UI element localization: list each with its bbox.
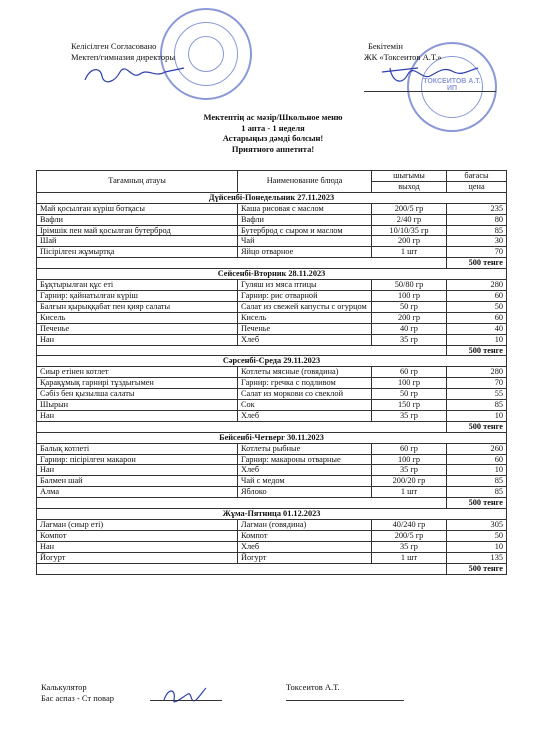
day-row: [37, 192, 507, 203]
dish-price: 235: [447, 203, 507, 214]
menu-table: [36, 170, 507, 575]
footer-left: [41, 682, 114, 704]
dish-price: 40: [447, 323, 507, 334]
dish-output: 100 гр: [372, 454, 447, 465]
dish-output: 50/80 гр: [372, 280, 447, 291]
dish-price: 55: [447, 389, 507, 400]
title-line-1: Мектептің ас мәзір/Школьное меню: [203, 112, 343, 122]
dish-name-kz: Қарақұмық гарнирі тұздығымен: [37, 378, 238, 389]
total-spacer: [37, 498, 447, 509]
dish-output: 35 гр: [372, 334, 447, 345]
dish-name-kz: Балмен шай: [37, 476, 238, 487]
dish-price: 305: [447, 520, 507, 531]
footer-right-name: Токсеитов А.Т.: [286, 682, 340, 692]
dish-name-kz: Нан: [37, 465, 238, 476]
dish-price: 85: [447, 487, 507, 498]
dish-name-ru: Хлеб: [238, 465, 372, 476]
day-heading: Сәрсенбі-Среда 29.11.2023: [37, 356, 507, 367]
day-row: [37, 269, 507, 280]
table-row: [37, 203, 507, 214]
table-row: [37, 312, 507, 323]
dish-output: 200 гр: [372, 236, 447, 247]
dish-name-kz: Сәбіз бен қызылша салаты: [37, 389, 238, 400]
dish-price: 60: [447, 312, 507, 323]
table-row: [37, 465, 507, 476]
dish-name-kz: Балық котлеті: [37, 443, 238, 454]
dish-output: 35 гр: [372, 410, 447, 421]
day-total: 500 тенге: [447, 258, 507, 269]
dish-name-ru: Гарнир: макароны отварные: [238, 454, 372, 465]
dish-name-ru: Кисель: [238, 312, 372, 323]
dish-name-ru: Йогурт: [238, 552, 372, 563]
dish-output: 150 гр: [372, 400, 447, 411]
col-header-ru: Наименование блюда: [238, 171, 372, 193]
table-row: [37, 334, 507, 345]
table-row: [37, 367, 507, 378]
dish-output: 200/20 гр: [372, 476, 447, 487]
dish-name-kz: Нан: [37, 334, 238, 345]
approver-line: [364, 91, 496, 92]
dish-name-kz: Печенье: [37, 323, 238, 334]
header-right: [364, 41, 442, 63]
dish-output: 40/240 гр: [372, 520, 447, 531]
dish-price: 85: [447, 225, 507, 236]
table-row: [37, 280, 507, 291]
dish-price: 10: [447, 334, 507, 345]
dish-output: 100 гр: [372, 378, 447, 389]
table-row: [37, 214, 507, 225]
dish-name-kz: Шырын: [37, 400, 238, 411]
dish-name-ru: Салат из свежей капусты с огурцом: [238, 301, 372, 312]
dish-price: 70: [447, 247, 507, 258]
table-row: [37, 236, 507, 247]
table-row: [37, 301, 507, 312]
day-heading: Бейсенбі-Четверг 30.11.2023: [37, 432, 507, 443]
total-row: [37, 258, 507, 269]
table-row: [37, 290, 507, 301]
total-spacer: [37, 345, 447, 356]
dish-name-kz: Пісірілген жұмыртқа: [37, 247, 238, 258]
table-row: [37, 378, 507, 389]
dish-name-ru: Вафли: [238, 214, 372, 225]
dish-name-kz: Гарнир: қайнатылған күріш: [37, 290, 238, 301]
dish-output: 10/10/35 гр: [372, 225, 447, 236]
col-header-price-kz: бағасы: [447, 171, 507, 182]
dish-price: 30: [447, 236, 507, 247]
dish-price: 280: [447, 367, 507, 378]
table-row: [37, 225, 507, 236]
dish-price: 85: [447, 476, 507, 487]
dish-name-kz: Балғын қырыққабат пен қияр салаты: [37, 301, 238, 312]
dish-name-ru: Хлеб: [238, 334, 372, 345]
table-row: [37, 541, 507, 552]
dish-name-kz: Гарнир: пісірілген макарон: [37, 454, 238, 465]
day-total: 500 тенге: [447, 563, 507, 574]
col-header-price-ru: цена: [447, 181, 507, 192]
day-total: 500 тенге: [447, 345, 507, 356]
dish-price: 80: [447, 214, 507, 225]
dish-name-ru: Яблоко: [238, 487, 372, 498]
stamp-sub: ИП: [446, 85, 458, 92]
dish-name-ru: Котлеты мясные (говядина): [238, 367, 372, 378]
day-row: [37, 432, 507, 443]
dish-price: 70: [447, 378, 507, 389]
dish-name-ru: Бутерброд с сыром и маслом: [238, 225, 372, 236]
stamp-name: ТОКСЕИТОВ А.Т.: [423, 78, 481, 85]
company-label: ЖК «Токсеитов А.Т.»: [364, 52, 442, 62]
table-row: [37, 410, 507, 421]
agreed-label: Келісілген Согласовано: [71, 41, 157, 51]
dish-price: 135: [447, 552, 507, 563]
director-label: Мектеп/гимназия директоры: [71, 52, 176, 62]
dish-name-kz: Лағман (сиыр еті): [37, 520, 238, 531]
dish-name-kz: Нан: [37, 541, 238, 552]
title-line-2: 1 апта - 1 неделя: [241, 122, 305, 133]
menu-title: [0, 112, 546, 154]
dish-price: 50: [447, 301, 507, 312]
table-row: [37, 443, 507, 454]
dish-price: 280: [447, 280, 507, 291]
dish-name-ru: Яйцо отварное: [238, 247, 372, 258]
dish-name-ru: Сок: [238, 400, 372, 411]
dish-price: 10: [447, 410, 507, 421]
table-row: [37, 454, 507, 465]
dish-name-kz: Алма: [37, 487, 238, 498]
dish-name-kz: Май қосылған күріш ботқасы: [37, 203, 238, 214]
dish-price: 85: [447, 400, 507, 411]
chef-signature: [160, 682, 210, 708]
dish-price: 50: [447, 530, 507, 541]
table-row: [37, 323, 507, 334]
dish-price: 260: [447, 443, 507, 454]
dish-output: 200/5 гр: [372, 530, 447, 541]
dish-output: 50 гр: [372, 301, 447, 312]
total-row: [37, 345, 507, 356]
dish-output: 200/5 гр: [372, 203, 447, 214]
dish-name-ru: Лагман (говядина): [238, 520, 372, 531]
dish-output: 60 гр: [372, 367, 447, 378]
title-line-4: Приятного аппетита!: [231, 143, 315, 154]
day-heading: Сейсенбі-Вторник 28.11.2023: [37, 269, 507, 280]
table-row: [37, 530, 507, 541]
dish-name-kz: Бұқтырылған құс еті: [37, 280, 238, 291]
table-row: [37, 520, 507, 531]
total-spacer: [37, 563, 447, 574]
table-row: [37, 400, 507, 411]
col-header-out-kz: шығымы: [372, 171, 447, 182]
dish-output: 40 гр: [372, 323, 447, 334]
day-total: 500 тенге: [447, 498, 507, 509]
approve-label: Бекітемін: [368, 41, 403, 51]
col-header-out-ru: выход: [372, 181, 447, 192]
dish-name-ru: Гарнир: рис отварной: [238, 290, 372, 301]
chef-label: Бас аспаз - Ст повар: [41, 693, 114, 703]
dish-price: 60: [447, 454, 507, 465]
table-row: [37, 487, 507, 498]
dish-output: 2/40 гр: [372, 214, 447, 225]
table-row: [37, 476, 507, 487]
dish-name-ru: Хлеб: [238, 541, 372, 552]
dish-output: 35 гр: [372, 541, 447, 552]
dish-output: 1 шт: [372, 552, 447, 563]
footer-sign-line: [286, 700, 404, 701]
dish-output: 50 гр: [372, 389, 447, 400]
dish-output: 200 гр: [372, 312, 447, 323]
chef-sign-line: [150, 700, 222, 701]
dish-name-kz: Нан: [37, 410, 238, 421]
approver-signature: [378, 58, 488, 92]
menu-body: [37, 192, 507, 574]
dish-name-ru: Чай с медом: [238, 476, 372, 487]
dish-name-kz: Вафли: [37, 214, 238, 225]
col-header-kz: Тағамның атауы: [37, 171, 238, 193]
total-spacer: [37, 421, 447, 432]
dish-output: 1 шт: [372, 487, 447, 498]
dish-output: 35 гр: [372, 465, 447, 476]
title-line-3: Астарыңыз дәмді болсын!: [222, 133, 324, 143]
total-spacer: [37, 258, 447, 269]
dish-output: 1 шт: [372, 247, 447, 258]
dish-name-kz: Ірімшік пен май қосылған бутерброд: [37, 225, 238, 236]
day-heading: Жұма-Пятница 01.12.2023: [37, 509, 507, 520]
total-row: [37, 421, 507, 432]
dish-name-kz: Компот: [37, 530, 238, 541]
dish-name-kz: Йогурт: [37, 552, 238, 563]
total-row: [37, 498, 507, 509]
dish-name-ru: Чай: [238, 236, 372, 247]
dish-output: 100 гр: [372, 290, 447, 301]
dish-name-ru: Каша рисовая с маслом: [238, 203, 372, 214]
table-row: [37, 389, 507, 400]
dish-name-kz: Сиыр етінен котлет: [37, 367, 238, 378]
dish-output: 60 гр: [372, 443, 447, 454]
dish-name-ru: Компот: [238, 530, 372, 541]
day-heading: Дүйсенбі-Понедельник 27.11.2023: [37, 192, 507, 203]
table-row: [37, 247, 507, 258]
table-row: [37, 552, 507, 563]
total-row: [37, 563, 507, 574]
dish-name-kz: Шай: [37, 236, 238, 247]
dish-name-kz: Кисель: [37, 312, 238, 323]
dish-name-ru: Хлеб: [238, 410, 372, 421]
dish-price: 60: [447, 290, 507, 301]
day-row: [37, 356, 507, 367]
dish-name-ru: Котлеты рыбные: [238, 443, 372, 454]
dish-name-ru: Салат из моркови со свеклой: [238, 389, 372, 400]
header-left: [71, 41, 175, 63]
dish-price: 10: [447, 465, 507, 476]
dish-name-ru: Гарнир: гречка с подливом: [238, 378, 372, 389]
day-row: [37, 509, 507, 520]
dish-price: 10: [447, 541, 507, 552]
dish-name-ru: Печенье: [238, 323, 372, 334]
day-total: 500 тенге: [447, 421, 507, 432]
dish-name-ru: Гуляш из мяса птицы: [238, 280, 372, 291]
calculator-label: Калькулятор: [41, 682, 87, 692]
